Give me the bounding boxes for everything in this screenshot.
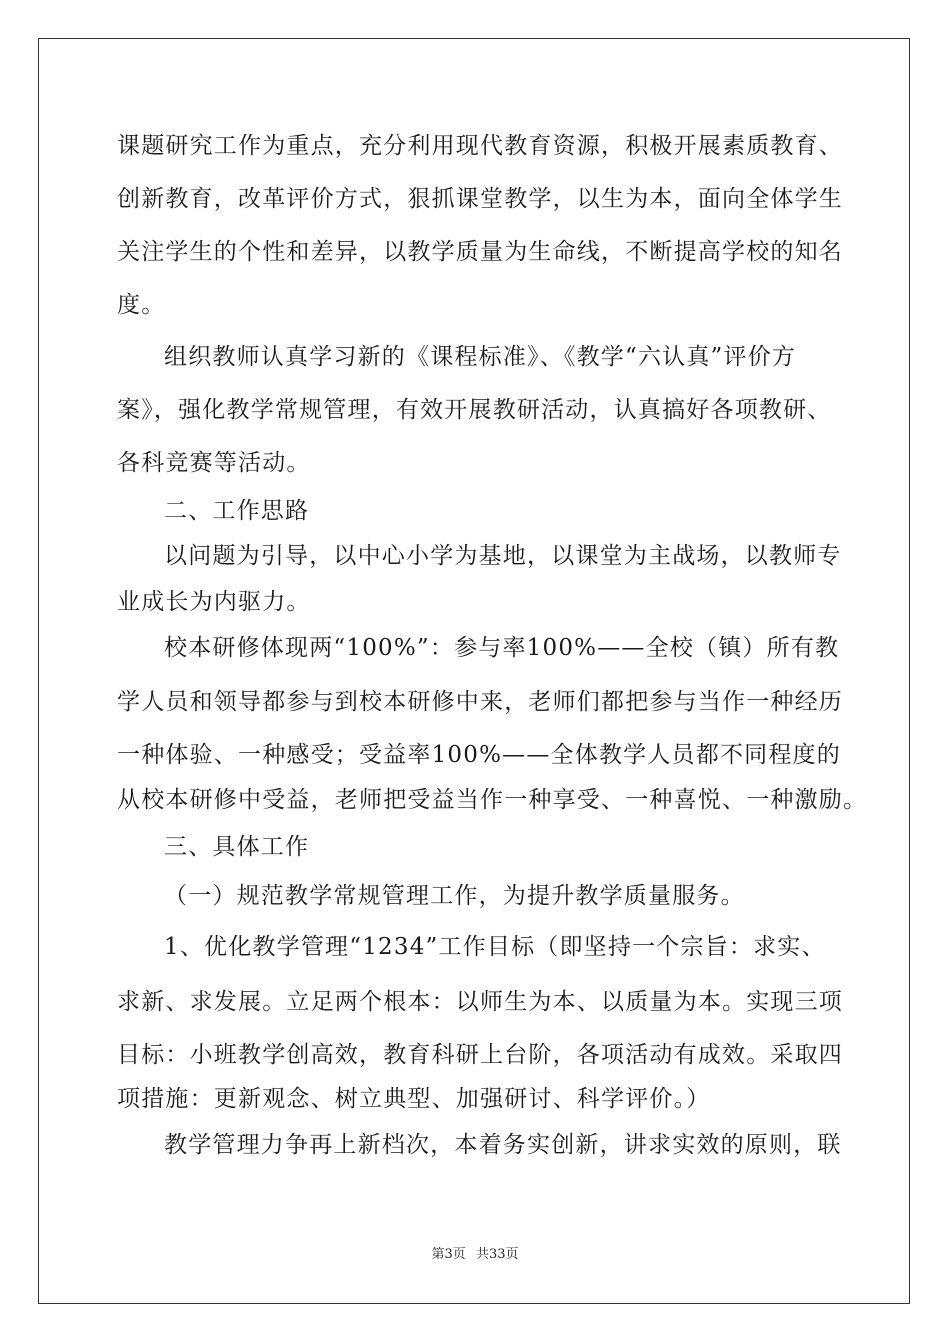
section-heading: 二、工作思路 bbox=[164, 498, 310, 524]
text-line: 从校本研修中受益，老师把受益当作一种享受、一种喜悦、一种激励。 bbox=[117, 787, 868, 813]
text-line: 课题研究工作为重点，充分利用现代教育资源，积极开展素质教育、 bbox=[117, 133, 843, 159]
page-total: 共33页 bbox=[475, 1247, 519, 1262]
text-line: 校本研修体现两“100%”：参与率100%——全校（镇）所有教 bbox=[164, 635, 840, 661]
text-line: 求新、求发展。立足两个根本：以师生为本、以质量为本。实现三项 bbox=[117, 989, 843, 1015]
text-line: 目标：小班教学创高效，教育科研上台阶，各项活动有成效。采取四 bbox=[117, 1042, 843, 1068]
text-line: 学人员和领导都参与到校本研修中来，老师们都把参与当作一种经历 bbox=[117, 689, 843, 715]
text-line: 1、优化教学管理“1234”工作目标（即坚持一个宗旨：求实、 bbox=[164, 934, 826, 960]
text-line: 业成长为内驱力。 bbox=[117, 589, 311, 615]
text-line: 教学管理力争再上新档次，本着务实创新，讲求实效的原则，联 bbox=[164, 1132, 842, 1158]
text-line: 项措施：更新观念、树立典型、加强研讨、科学评价。） bbox=[117, 1086, 711, 1112]
text-line: 关注学生的个性和差异，以教学质量为生命线，不断提高学校的知名 bbox=[117, 239, 843, 265]
section-heading: 三、具体工作 bbox=[164, 834, 310, 860]
text-line: 以问题为引导，以中心小学为基地，以课堂为主战场，以教师专 bbox=[164, 543, 842, 569]
page-footer bbox=[0, 1243, 950, 1262]
text-line: 各科竞赛等活动。 bbox=[117, 450, 311, 476]
page-number: 第3页 bbox=[431, 1247, 466, 1262]
text-line: 一种体验、一种感受；受益率100%——全体教学人员都不同程度的 bbox=[117, 742, 841, 768]
text-line: 度。 bbox=[117, 292, 166, 318]
text-line: 创新教育，改革评价方式，狠抓课堂教学，以生为本，面向全体学生 bbox=[117, 186, 843, 212]
subsection-heading: （一）规范教学常规管理工作，为提升教学质量服务。 bbox=[164, 883, 745, 909]
text-line: 组织教师认真学习新的《课程标准》、《教学“六认真”评价方 bbox=[164, 344, 797, 370]
page-border bbox=[38, 38, 910, 1304]
text-line: 案》，强化教学常规管理，有效开展教研活动，认真搞好各项教研、 bbox=[117, 397, 832, 423]
